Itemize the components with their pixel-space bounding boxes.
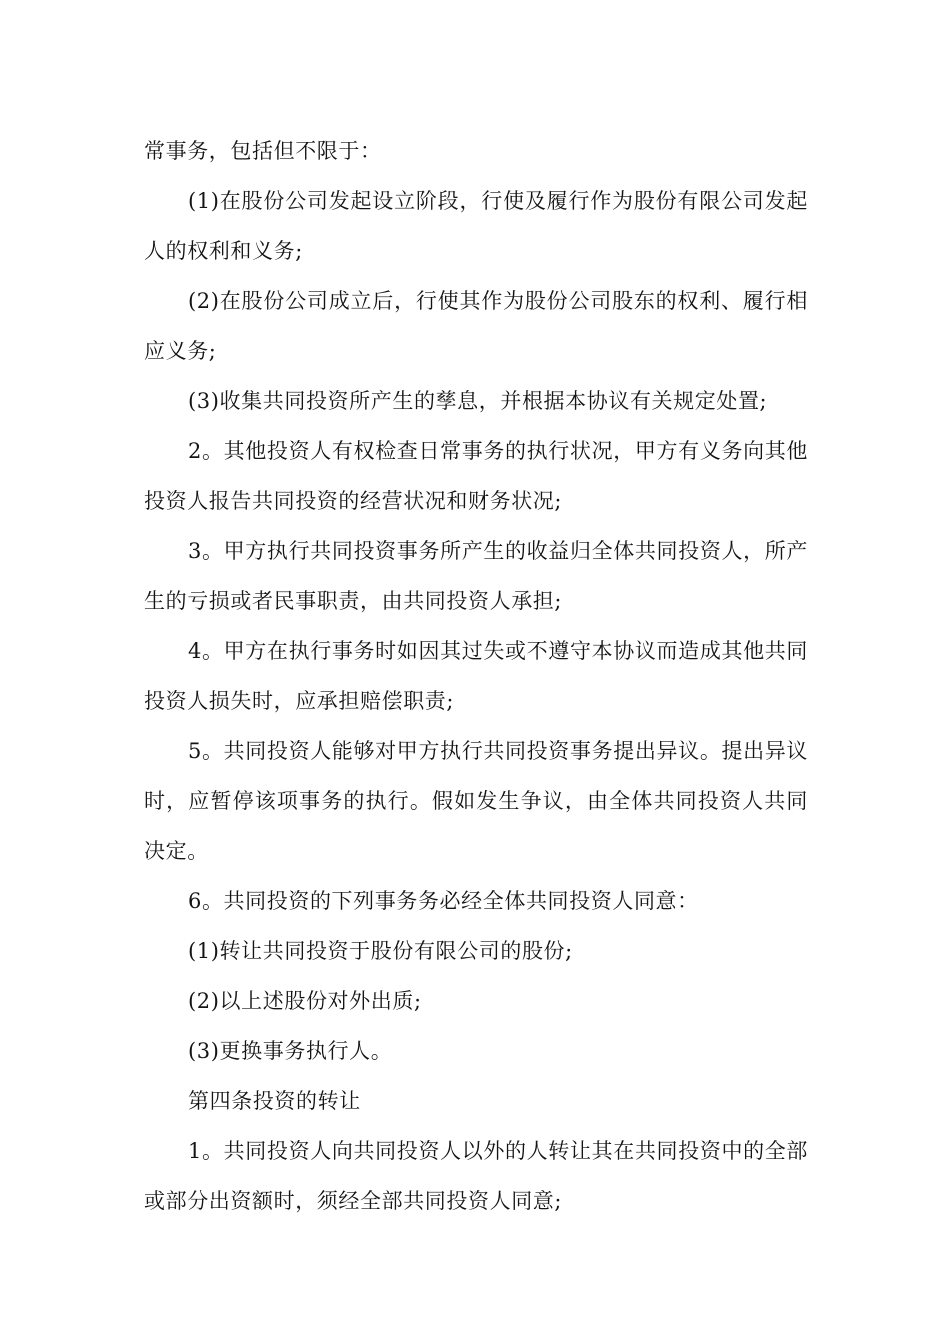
paragraph-clause-4: 4。甲方在执行事务时如因其过失或不遵守本协议而造成其他共同投资人损失时，应承担赔偿职责; bbox=[144, 639, 808, 713]
section-heading-article-4: 第四条投资的转让 bbox=[188, 1089, 361, 1113]
paragraph-clause-6: 6。共同投资的下列事务务必经全体共同投资人同意： bbox=[188, 889, 699, 913]
paragraph-continuation: 常事务，包括但不限于： bbox=[144, 139, 382, 163]
paragraph-article-4-clause-1: 1。共同投资人向共同投资人以外的人转让其在共同投资中的全部或部分出资额时，须经全部共同投资人同意; bbox=[144, 1139, 808, 1213]
paragraph-clause-3: 3。甲方执行共同投资事务所产生的收益归全体共同投资人，所产生的亏损或者民事职责，由共同投资人承担; bbox=[144, 539, 808, 613]
paragraph-item-1-2: (2)在股份公司成立后，行使其作为股份公司股东的权利、履行相应义务; bbox=[144, 289, 808, 363]
paragraph-item-1-3: (3)收集共同投资所产生的孳息，并根据本协议有关规定处置; bbox=[188, 389, 768, 413]
paragraph-item-6-3: (3)更换事务执行人。 bbox=[188, 1039, 393, 1063]
paragraph-item-1-1: (1)在股份公司发起设立阶段，行使及履行作为股份有限公司发起人的权利和义务; bbox=[144, 189, 808, 263]
paragraph-item-6-1: (1)转让共同投资于股份有限公司的股份; bbox=[188, 939, 573, 963]
paragraph-clause-2: 2。其他投资人有权检查日常事务的执行状况，甲方有义务向其他投资人报告共同投资的经营状况和财务状况; bbox=[144, 439, 808, 513]
document-body bbox=[144, 126, 808, 1226]
paragraph-clause-5: 5。共同投资人能够对甲方执行共同投资事务提出异议。提出异议时，应暂停该项事务的执行。假如发生争议，由全体共同投资人共同决定。 bbox=[144, 739, 808, 863]
paragraph-item-6-2: (2)以上述股份对外出质; bbox=[188, 989, 422, 1013]
